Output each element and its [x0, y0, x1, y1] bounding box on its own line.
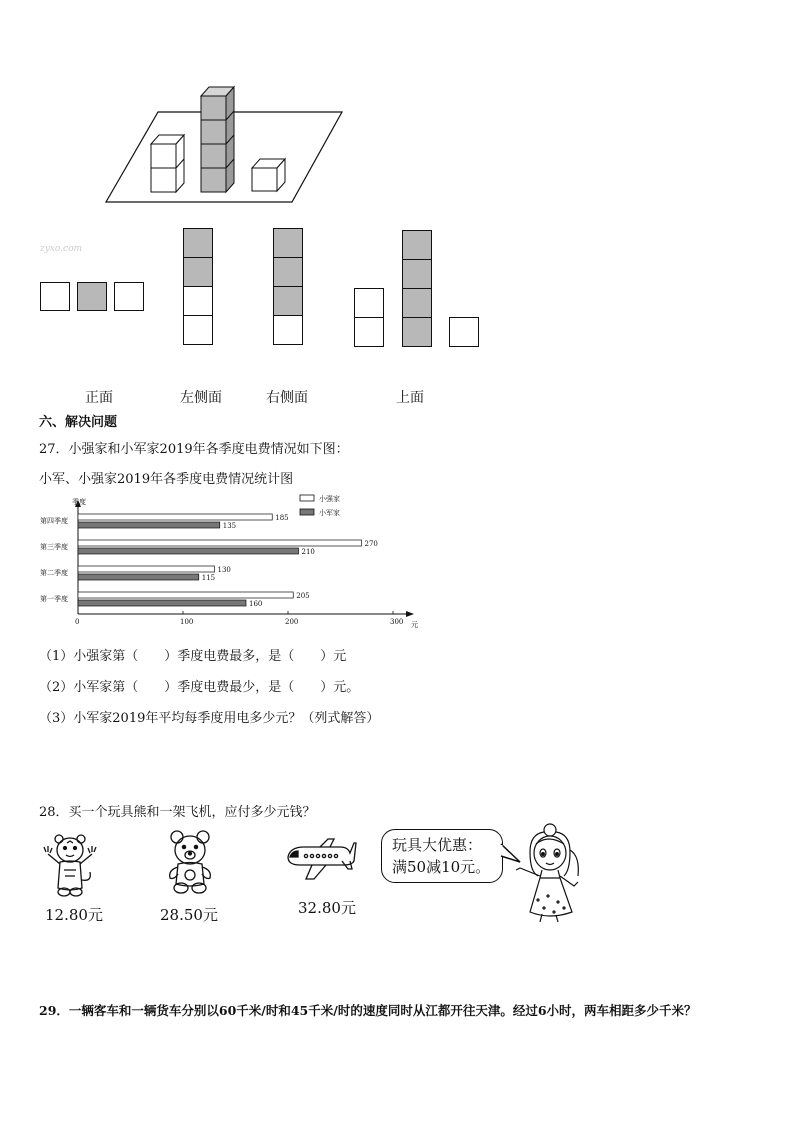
q28-text: 28．买一个玩具熊和一架飞机，应付多少元钱？ — [39, 805, 316, 820]
x-tick-label-100: 100 — [180, 618, 194, 626]
toy-bear-icon — [160, 828, 220, 896]
bar-value-label-xiaoqiang-1: 205 — [296, 592, 310, 600]
bar-value-label-xiaojun-2: 115 — [201, 574, 216, 582]
chart-x-axis-label: 元 — [411, 621, 418, 629]
view-label-left: 左侧面 — [180, 390, 222, 406]
bar-value-label-xiaoqiang-3: 270 — [364, 540, 378, 548]
category-label-2: 第二季度 — [40, 569, 68, 577]
watermark: zyxo.com — [40, 244, 83, 254]
chart-title: 小军、小强家2019年各季度电费情况统计图 — [39, 472, 294, 487]
x-tick-label-0: 0 — [75, 618, 80, 626]
bar-xiaoqiang-4 — [78, 514, 272, 520]
bar-xiaoqiang-3 — [78, 540, 362, 546]
bar-value-label-xiaoqiang-4: 185 — [275, 514, 289, 522]
bar-xiaojun-4 — [78, 522, 220, 528]
bar-xiaojun-2 — [78, 574, 199, 580]
bar-xiaojun-3 — [78, 548, 299, 554]
category-label-4: 第四季度 — [40, 517, 68, 525]
bar-value-label-xiaoqiang-2: 130 — [217, 566, 231, 574]
x-tick-label-200: 200 — [285, 618, 299, 626]
bubble-line-2: 满50减10元。 — [392, 858, 491, 876]
price-bear: 28.50元 — [160, 906, 218, 924]
toy-airplane-icon — [282, 835, 357, 885]
category-label-1: 第一季度 — [40, 595, 68, 603]
category-label-3: 第三季度 — [40, 543, 68, 551]
price-airplane: 32.80元 — [298, 899, 356, 917]
bar-xiaoqiang-1 — [78, 592, 293, 598]
legend-swatch-xiaoqiang — [300, 495, 314, 501]
toy-tiger-icon — [40, 830, 100, 900]
q27-question-3: （3）小军家2019年平均每季度用电多少元？（列式解答） — [39, 711, 380, 726]
chart-y-axis-label: 季度 — [72, 498, 86, 506]
section-heading: 六、解决问题 — [39, 415, 118, 430]
legend-label-xiaoqiang: 小强家 — [319, 495, 340, 503]
q27-intro: 27．小强家和小军家2019年各季度电费情况如下图： — [39, 442, 349, 457]
cube-scene-figure — [100, 80, 350, 210]
bar-value-label-xiaojun-4: 135 — [222, 522, 237, 530]
discount-speech-bubble — [381, 829, 503, 883]
bubble-line-1: 玩具大优惠： — [392, 836, 483, 854]
bar-value-label-xiaojun-3: 210 — [301, 548, 315, 556]
view-label-right: 右侧面 — [266, 390, 308, 406]
legend-label-xiaojun: 小军家 — [319, 509, 340, 517]
q27-question-2: （2）小军家第（ ）季度电费最少，是（ ）元。 — [39, 680, 360, 695]
price-tiger: 12.80元 — [45, 906, 103, 924]
bar-xiaoqiang-2 — [78, 566, 215, 572]
x-tick-label-300: 300 — [390, 618, 404, 626]
legend-swatch-xiaojun — [300, 509, 314, 515]
q27-question-1: （1）小强家第（ ）季度电费最多，是（ ）元 — [39, 649, 347, 664]
girl-illustration — [508, 820, 600, 925]
view-label-top: 上面 — [396, 390, 424, 406]
bar-xiaojun-1 — [78, 600, 246, 606]
bar-value-label-xiaojun-1: 160 — [249, 600, 263, 608]
electricity-bar-chart — [38, 492, 428, 632]
q29-text: 29．一辆客车和一辆货车分别以60千米/时和45千米/时的速度同时从江都开往天津。经过6小时，两车相距多少千米？ — [39, 1003, 697, 1018]
view-label-front: 正面 — [85, 390, 113, 406]
